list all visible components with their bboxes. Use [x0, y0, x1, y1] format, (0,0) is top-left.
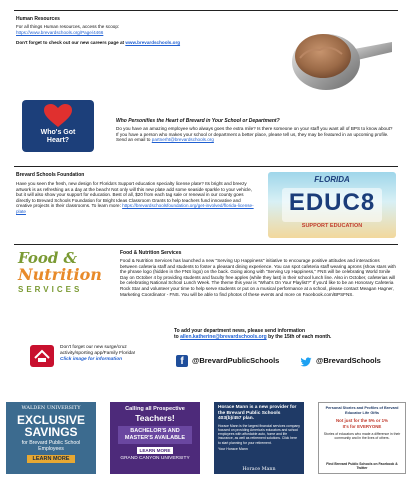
horace-mann-ad[interactable] — [214, 402, 304, 474]
twitter-label[interactable]: @BrevardSchools — [316, 356, 381, 365]
heart-divider — [14, 166, 398, 167]
heart-title: Who Personifies the Heart of Brevard in Your School or Department? — [116, 118, 280, 124]
newsletter-note — [174, 328, 398, 340]
gcu-ad[interactable] — [110, 402, 200, 474]
gcu-h1: Calling all Prospective — [125, 406, 185, 412]
foundation-title: Brevard Schools Foundation — [16, 172, 85, 178]
heart-send-prefix: Send an email to — [116, 137, 152, 143]
twitter-icon[interactable] — [300, 355, 312, 367]
license-plate-image[interactable] — [268, 172, 396, 238]
fns-body: Food & Nutrition Services has launched a new "Serving Up Happiness" initiative to encourage positive attitudes and interactions between cafeteria staff and students to foster a pleasant dining experience. You can spot cafeteria staff wearing aprons (show stars with the phrase logo (hidden in the FNS logo) on the back. Going along with "Serving Up Happiness," FNS will be celebrating World Smile Day on October 4 by providing students and faculty free apples (while they last) in their school lunch line. Also in October, cafeterias will be celebrating National School Lunch Week. The theme this year is "What's On Your Playlist?" If you'd like to be an Honorary Cafeteria Rock Star and volunteer your time to help serve students or put on a musical performance at a school, please contact Meagan Hagner, Marketing Coordinator - FNS. You will be able to find photos of these events and more on Facebook.com/BPSFNS. — [120, 258, 396, 297]
heart-badge-line1: Who's Got — [40, 129, 76, 136]
foundation-divider — [14, 244, 398, 245]
heart-badge-line2: Heart? — [46, 137, 70, 144]
newsletter-to: to — [174, 334, 181, 340]
fns-section — [120, 250, 396, 297]
gcu-h2: Teachers! — [135, 413, 175, 423]
careers-prefix: Don't forget to check out our new careers page at — [16, 40, 126, 45]
hr-link[interactable]: https://www.brevardschools.org/Page/4466 — [16, 30, 104, 35]
foundation-body-text: Have you seen the fresh, new design for Florida's Support education specialty license plate? Its bright and breezy artwork is as refreshing as a day at the beach! Not only will this new plate add some seaside sparkle to your vehicle, but it will also show your support for education. Best of all, $20 from each tag sale or renewal in our county goes directly to Brevard Schools Foundation for Bright Ideas Classroom Grants to help teachers fund innovative and creative projects in their classrooms. To learn more: — [16, 181, 252, 209]
horace-body: Horace Mann is the largest financial services company focused on providing America's educators and school employees with affordable auto, home and life insurance, as well as retirement solutions. Click here to start planning for your retirement. — [218, 423, 300, 445]
flyer-h2: Not just for the 5% or 1% — [336, 418, 388, 424]
foundation-section — [16, 172, 254, 215]
horace-h1: Horace Mann is a new provider for the Brevard Public Schools 403(b)/457 plan. — [218, 405, 297, 422]
fns-logo-line2: Nutrition — [18, 265, 102, 284]
heart-badge[interactable] — [22, 100, 94, 152]
flyer-footer: Find Brevard Public Schools on Facebook & Twitter — [326, 461, 398, 470]
heart-send — [116, 137, 396, 143]
heart-section — [116, 118, 396, 143]
foundation-body — [16, 181, 254, 215]
fns-logo[interactable] — [18, 250, 110, 312]
app-line1: Don't forget our new surge/cruz — [60, 345, 127, 350]
careers-note — [16, 40, 180, 46]
horace-contact: Your Horace Mann — [218, 446, 248, 451]
walden-brand: WALDEN UNIVERSITY — [21, 405, 81, 411]
hr-text: For all things Human resources, access the scoop: — [16, 24, 120, 29]
foundation-link[interactable]: https://brevardschoolsfoundation.org/get-involved/florida-license-plate — [16, 203, 254, 214]
heart-icon — [44, 104, 72, 128]
fns-title: Food & Nutrition Services — [120, 250, 182, 256]
profiles-flyer[interactable] — [318, 402, 406, 474]
heart-email-link[interactable]: partnerht@brevardschools.org — [151, 137, 214, 143]
facebook-label[interactable]: @BrevardPublicSchools — [192, 356, 280, 365]
walden-learn-more[interactable]: LEARN MORE — [27, 455, 75, 463]
ice-cream-scoop-image — [268, 12, 396, 100]
plate-number: EDUC8 — [288, 189, 376, 216]
careers-link[interactable]: www.brevardschools.org — [125, 40, 181, 45]
flyer-h3: It's for EVERYONE — [342, 424, 382, 430]
hr-title: Human Resources — [16, 16, 60, 22]
plate-footer: SUPPORT EDUCATION — [301, 223, 363, 229]
facebook-icon[interactable]: f — [176, 355, 188, 367]
app-link[interactable]: Click image for information — [60, 357, 123, 362]
newsletter-line2-suffix: by the 15th of each month. — [266, 334, 332, 340]
walden-h1: EXCLUSIVE — [16, 413, 85, 427]
fns-logo-line3: SERVICES — [18, 285, 83, 294]
app-line2: activity/sporting app/Family Florida! — [60, 351, 136, 356]
walden-h2: SAVINGS — [24, 425, 78, 439]
app-promo — [60, 345, 170, 363]
gcu-learn-more[interactable]: LEARN MORE — [137, 447, 173, 454]
gcu-band: BACHELOR'S AND MASTER'S AVAILABLE — [118, 426, 192, 444]
newsletter-line1: To add your department news, please send information — [174, 328, 306, 334]
walden-ad[interactable] — [6, 402, 96, 474]
top-divider — [14, 10, 398, 11]
gcu-brand: GRAND CANYON UNIVERSITY — [120, 456, 190, 461]
flyer-body: Stories of educators who made a difference in their community and in the lives of others. — [323, 432, 401, 441]
horace-brand: Horace Mann — [242, 467, 276, 472]
newsletter-line2 — [174, 334, 398, 340]
plate-state: FLORIDA — [314, 175, 350, 184]
newsletter-email-link[interactable]: allen.katherine@brevardschools.org — [180, 334, 267, 340]
fns-logo-line1: Food & — [18, 249, 78, 267]
heart-body: Do you have an amazing employee who always goes the extra mile? Is there someone on your staff you want all of BPS to know about? If you have a person who makes your school or department a better place, please tell us, they may be featured in an upcoming profile. — [116, 126, 393, 137]
app-icon[interactable] — [30, 345, 54, 367]
walden-sub: for Brevard Public School Employees — [21, 440, 81, 452]
flyer-h1: Personal Stories and Profiles of Brevard Educator Life Gifts — [325, 406, 399, 415]
